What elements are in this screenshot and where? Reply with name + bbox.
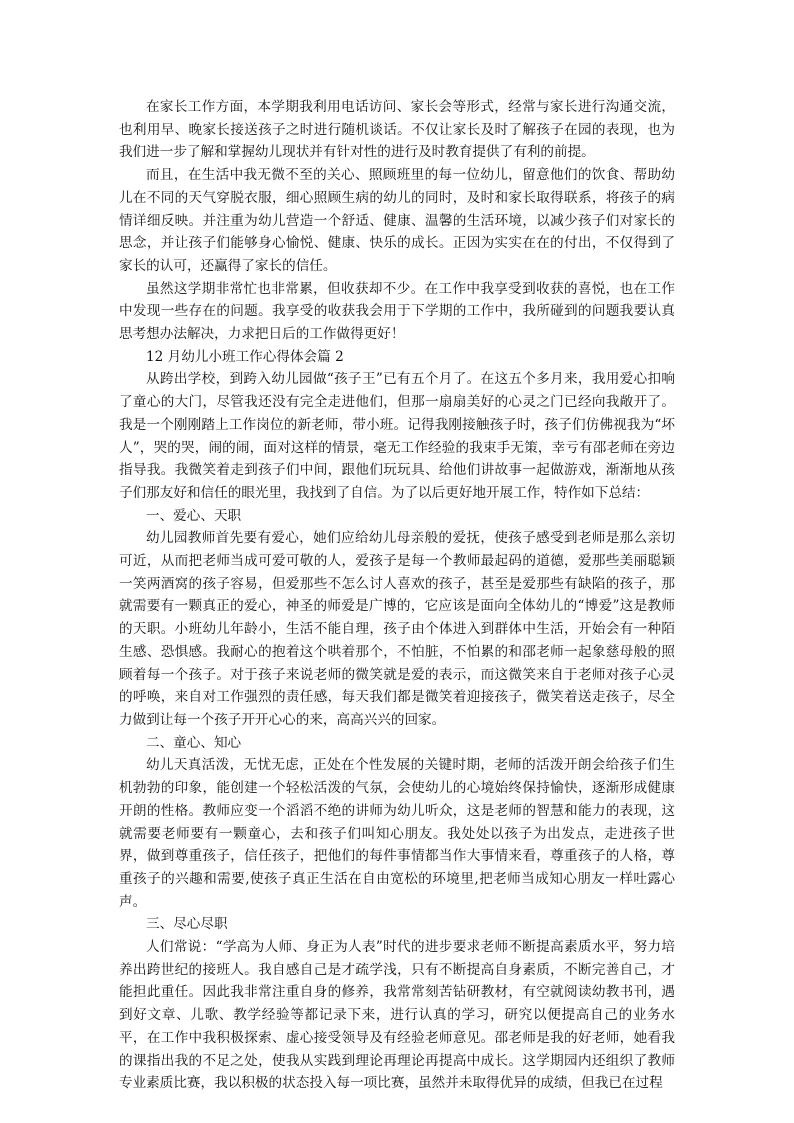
paragraph-parent-work: 在家长工作方面，本学期我利用电话访问、家长会等形式，经常与家长进行沟通交流，也利用早、晚家长接送孩子之时进行随机谈话。不仅让家长及时了解孩子在园的表现，也为我们进一步了解和掌握幼儿现状并有针对性的进行及时教育提供了有利的前提。	[119, 99, 675, 161]
document-page	[119, 96, 675, 1095]
paragraph-childlike: 幼儿天真活泼，无忧无虑，正处在个性发展的关键时期，老师的活泼开朗会给孩子们生机勃勃的印象，能创建一个轻松活泼的气氛，会使幼儿的心境始终保持愉快，逐渐形成健康开朗的性格。教师应变一个滔滔不绝的讲师为幼儿听众，这是老师的智慧和能力的表现，这就需要老师要有一颗童心，去和孩子们叫知心朋友。我处处以孩子为出发点，走进孩子世界，做到尊重孩子，信任孩子，把他们的每件事情都当作大事情来看，尊重孩子的人格，尊重孩子的兴趣和需要,使孩子真正生活在自由宽松的环境里,把老师当成知心朋友一样吐露心声。	[119, 757, 675, 910]
paragraph-summary: 虽然这学期非常忙也非常累，但收获却不少。在工作中我享受到收获的喜悦，也在工作中发现一些存在的问题。我享受的收获我会用于下学期的工作中，我所碰到的问题我要认真思考想办法解决，力求把日后的工作做得更好！	[119, 280, 675, 343]
paragraph-daily-care: 而且，在生活中我无微不至的关心、照顾班里的每一位幼儿，留意他们的饮食、帮助幼儿在不同的天气穿脱衣服，细心照顾生病的幼儿的同时，及时和家长取得联系，将孩子的病情详细反映。并注重为幼儿营造一个舒适、健康、温馨的生活环境，以减少孩子们对家长的思念，并让孩子们能够身心愉悦、健康、快乐的成长。正因为实实在在的付出，不仅得到了家长的认可，还赢得了家长的信任。	[119, 167, 675, 274]
section-title: 12 月幼儿小班工作心得体会篇 2	[146, 348, 344, 365]
paragraph-intro: 从跨出学校，到跨入幼儿园做“孩子王”已有五个月了。在这五个多月来，我用爱心扣响了童心的大门，尽管我还没有完全走进他们，但那一扇扇美好的心灵之门已经向我敞开了。我是一个刚刚踏上工作岗位的新老师，带小班。记得我刚接触孩子时，孩子们仿佛视我为“坏人”，哭的哭，闹的闹，面对这样的情景，毫无工作经验的我束手无策，幸亏有邵老师在旁边指导我。我微笑着走到孩子们中间，跟他们玩玩具、给他们讲故事一起做游戏，渐渐地从孩子们那友好和信任的眼光里，我找到了自信。为了以后更好地开展工作，特作如下总结：	[119, 371, 675, 501]
heading-childlike: 二、童心、知心	[146, 734, 242, 751]
heading-dedication: 三、尽心尽职	[146, 916, 228, 933]
paragraph-dedication: 人们常说：“学高为人师、身正为人表”时代的进步要求老师不断提高素质水平，努力培养出跨世纪的接班人。我自感自己是才疏学浅，只有不断提高自身素质，不断完善自己，才能担此重任。因此我非常注重自身的修养，我常常刻苦钻研教材，有空就阅读幼教书刊，遇到好文章、儿歌、教学经验等都记录下来，进行认真的学习，研究以便提高自己的业务水平，在工作中我积极探索、虚心接受领导及有经验老师意见。邵老师是我的好老师，她看我的课指出我的不足之处，使我从实践到理论再理论再提高中成长。这学期园内还组织了教师专业素质比赛，我以积极的状态投入每一项比赛，虽然并未取得优异的成绩，但我已在过程	[119, 939, 675, 1092]
heading-love: 一、爱心、天职	[146, 507, 242, 524]
paragraph-love: 幼儿园教师首先要有爱心，她们应给幼儿母亲般的爱抚，使孩子感受到老师是那么亲切可近，从而把老师当成可爱可敬的人，爱孩子是每一个教师最起码的道德，爱那些美丽聪颖一笑两酒窝的孩子容易，但爱那些不怎么讨人喜欢的孩子，甚至是爱那些有缺陷的孩子，那就需要有一颗真正的爱心，神圣的师爱是广博的，它应该是面向全体幼儿的“博爱”这是教师的天职。小班幼儿年龄小，生活不能自理，孩子由个体进入到群体中生活，开始会有一种陌生感、恐惧感。我耐心的抱着这个哄着那个，不怕脏，不怕累的和邵老师一起象慈母般的照顾着每一个孩子。对于孩子来说老师的微笑就是爱的表示，而这微笑来自于老师对孩子心灵的呼唤，来自对工作强烈的责任感，每天我们都是微笑着迎接孩子，微笑着送走孩子，尽全力做到让每一个孩子开开心心的来，高高兴兴的回家。	[119, 530, 675, 728]
